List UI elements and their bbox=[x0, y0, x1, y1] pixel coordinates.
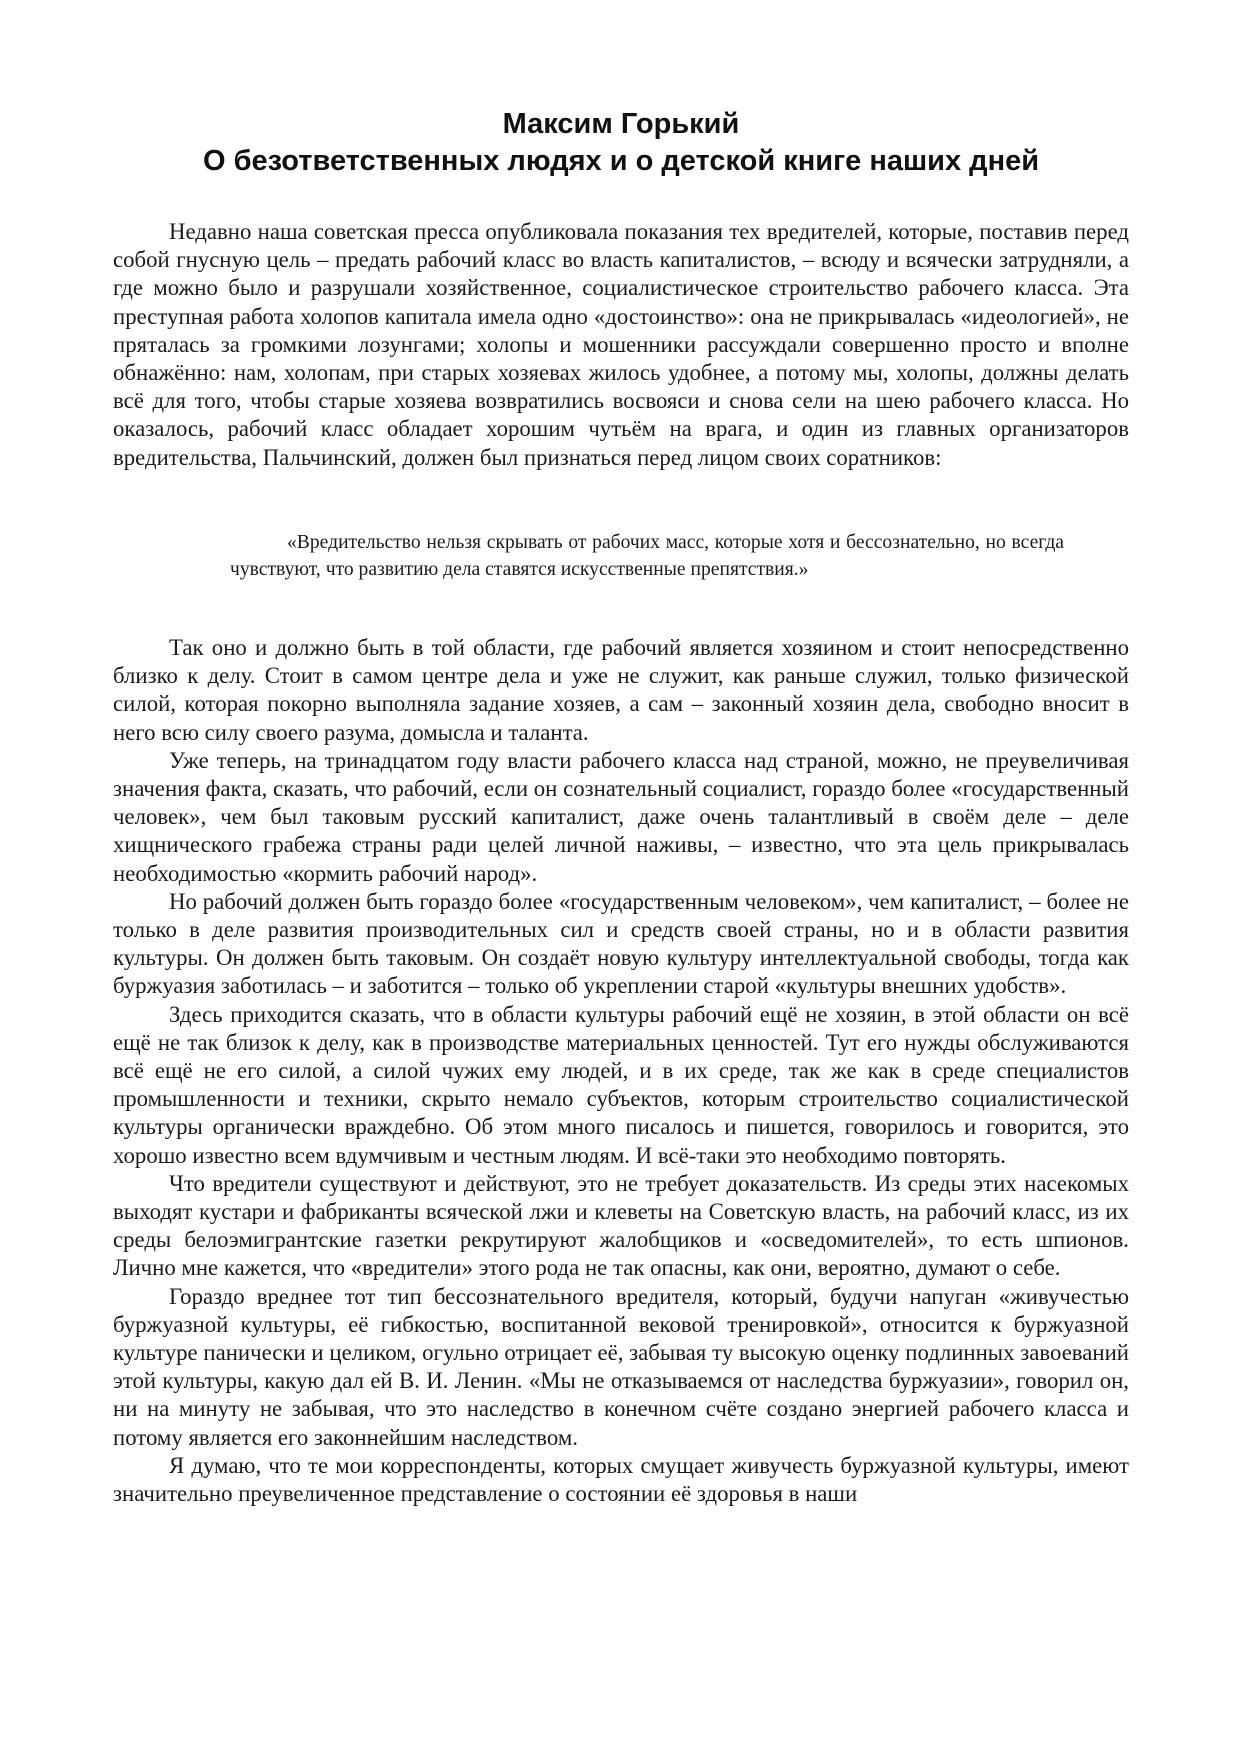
document-header bbox=[100, 106, 1142, 180]
paragraph: Я думаю, что те мои корреспонденты, которых смущает живучесть буржуазной культуры, имеют значительно преувеличенное представление о состоянии её здоровья в наши bbox=[113, 1452, 1129, 1507]
paragraph: Здесь приходится сказать, что в области культуры рабочий ещё не хозяин, в этой области он всё ещё не так близок к делу, как в производстве материальных ценностей. Тут его нужды обслуживаются всё ещё не его силой, а силой чужих ему людей, и в их среде, так же как в среде специалистов промышленности и техники, скрыто немало субъектов, которым строительство социалистической культуры органически враждебно. Об этом много писалось и пишется, говорилось и говорится, это хорошо известно всем вдумчивым и честным людям. И всё-таки это необходимо повторять. bbox=[113, 1001, 1129, 1168]
paragraph: Но рабочий должен быть гораздо более «государственным человеком», чем капиталист, – более не только в деле развития производительных сил и средств своей страны, но и в области развития культуры. Он должен быть таковым. Он создаёт новую культуру интеллектуальной свободы, тогда как буржуазия заботилась – и заботится – только об укреплении старой «культуры внешних удобств». bbox=[113, 888, 1129, 999]
paragraph: Так оно и должно быть в той области, где рабочий является хозяином и стоит непосредственно близко к делу. Стоит в самом центре дела и уже не служит, как раньше служил, только физической силой, которая покорно выполняла задание хозяев, а сам – законный хозяин дела, свободно вносит в него всю силу своего разума, домысла и таланта. bbox=[113, 635, 1129, 745]
block-quote: «Вредительство нельзя скрывать от рабочих масс, которые хотя и бессознательно, но всегда чувствуют, что развитию дела ставятся искусственные препятствия.» bbox=[230, 532, 1064, 580]
author-name: Максим Горький bbox=[502, 108, 740, 140]
document-body bbox=[113, 634, 1129, 1508]
paragraph: Уже теперь, на тринадцатом году власти рабочего класса над страной, можно, не преувеличивая значения факта, сказать, что рабочий, если он сознательный социалист, гораздо более «государственный человек», чем был таковым русский капиталист, даже очень талантливый в своём деле – деле хищнического грабежа страны ради целей личной наживы, – известно, что эта цель прикрывалась необходимостью «кормить рабочий народ». bbox=[113, 747, 1129, 886]
document-title: О безответственных людях и о детской книге наших дней bbox=[202, 145, 1040, 177]
document-body-top bbox=[113, 218, 1129, 580]
paragraph: Недавно наша советская пресса опубликовала показания тех вредителей, которые, поставив перед собой гнусную цель – предать рабочий класс во власть капиталистов, – всюду и всячески затрудняли, а где можно было и разрушали хозяйственное, социалистическое строительство рабочего класса. Эта преступная работа холопов капитала имела одно «достоинство»: она не прикрывалась «идеологией», не пряталась за громкими лозунгами; холопы и мошенники рассуждали совершенно просто и вполне обнажённо: нам, холопам, при старых хозяевах жилось удобнее, а потому мы, холопы, должны делать всё для того, чтобы старые хозяева возвратились восвояси и снова сели на шею рабочего класса. Но оказалось, рабочий класс обладает хорошим чутьём на врага, и один из главных организаторов вредительства, Пальчинский, должен был признаться перед лицом своих соратников: bbox=[113, 219, 1129, 470]
paragraph: Гораздо вреднее тот тип бессознательного вредителя, который, будучи напуган «живучестью буржуазной культуры, её гибкостью, воспитанной вековой тренировкой», относится к буржуазной культуре панически и целиком, огульно отрицает её, забывая ту высокую оценку подлинных завоеваний этой культуры, какую дал ей В. И. Ленин. «Мы не отказываемся от наследства буржуазии», говорил он, ни на минуту не забывая, что это наследство в конечном счёте создано энергией рабочего класса и потому является его законнейшим наследством. bbox=[113, 1283, 1129, 1450]
paragraph: Что вредители существуют и действуют, это не требует доказательств. Из среды этих насекомых выходят кустари и фабриканты всяческой лжи и клеветы на Советскую власть, на рабочий класс, из их среды белоэмигрантские газетки рекрутируют жалобщиков и «осведомителей», то есть шпионов. Лично мне кажется, что «вредители» этого рода не так опасны, как они, вероятно, думают о себе. bbox=[113, 1170, 1129, 1281]
